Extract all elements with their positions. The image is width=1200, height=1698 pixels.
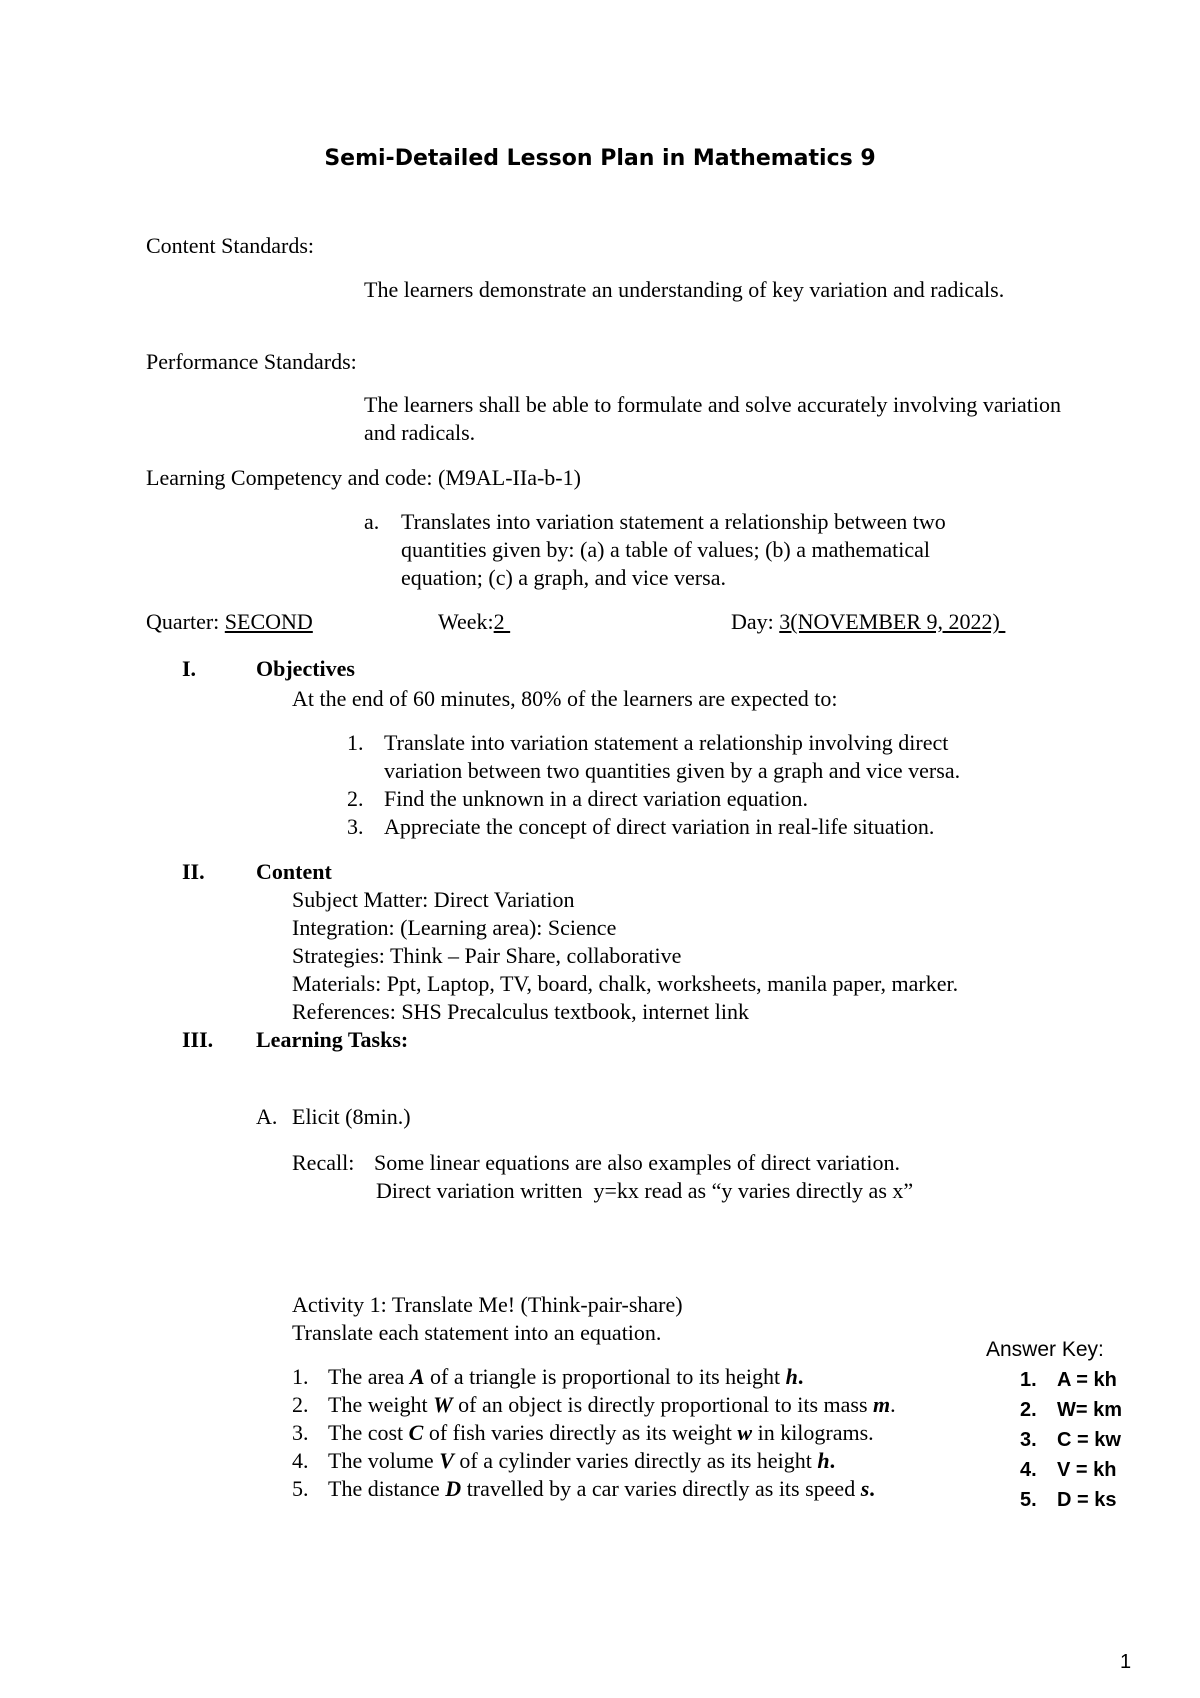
day-value: 3(NOVEMBER 9, 2022) (779, 609, 1006, 634)
objectives-heading: Objectives (256, 656, 355, 681)
section-numeral: II. (182, 859, 205, 884)
statement-number: 1. (292, 1364, 309, 1389)
recall-text: Direct variation written y=kx read as “y varies directly as x” (376, 1178, 914, 1203)
learning-tasks-heading: Learning Tasks: (256, 1027, 409, 1052)
recall-text: Some linear equations are also examples of direct variation. (374, 1150, 900, 1175)
objective-text: variation between two quantities given by a graph and vice versa. (384, 758, 961, 783)
section-numeral: III. (182, 1027, 214, 1052)
statement-number: 5. (292, 1476, 309, 1501)
statement-text: The area A of a triangle is proportional to its height h. (328, 1364, 804, 1389)
content-standards-label: Content Standards: (146, 233, 315, 258)
answer-text: V = kh (1057, 1459, 1117, 1481)
answer-number: 1. (1020, 1369, 1037, 1391)
week-value: 2 (493, 609, 511, 634)
content-standards-text: The learners demonstrate an understanding of key variation and radicals. (364, 277, 1005, 302)
statement-text: The cost C of fish varies directly as its weight w in kilograms. (328, 1420, 874, 1445)
content-heading: Content (256, 859, 332, 884)
answer-text: A = kh (1057, 1369, 1117, 1391)
answer-number: 4. (1020, 1459, 1037, 1481)
answer-text: W= km (1057, 1399, 1123, 1421)
objective-text: Translate into variation statement a relationship involving direct (384, 730, 949, 755)
statement-number: 2. (292, 1392, 309, 1417)
competency-label: Learning Competency and code: (M9AL-IIa-b-1) (146, 465, 581, 490)
answer-number: 2. (1020, 1399, 1037, 1421)
statement-number: 3. (292, 1420, 309, 1445)
performance-standards-text: The learners shall be able to formulate and solve accurately involving variation and radicals. (364, 392, 1062, 445)
quarter-field (146, 608, 313, 636)
content-line: Subject Matter: Direct Variation (292, 887, 575, 912)
elicit-marker: A. (256, 1104, 278, 1129)
performance-standards-label: Performance Standards: (146, 349, 357, 374)
activity-title: Activity 1: Translate Me! (Think-pair-share) (292, 1292, 683, 1317)
objective-text: Appreciate the concept of direct variation in real-life situation. (384, 814, 935, 839)
content-line: Strategies: Think – Pair Share, collaborative (292, 943, 682, 968)
answer-text: C = kw (1057, 1429, 1121, 1451)
page-title: Semi-Detailed Lesson Plan in Mathematics 9 (324, 146, 876, 171)
recall-label: Recall: (292, 1150, 355, 1175)
page-number: 1 (1120, 1651, 1132, 1673)
quarter-label: Quarter: (146, 609, 225, 634)
objectives-intro: At the end of 60 minutes, 80% of the learners are expected to: (292, 686, 838, 711)
statement-number: 4. (292, 1448, 309, 1473)
activity-instruction: Translate each statement into an equation. (292, 1320, 662, 1345)
competency-item-line: quantities given by: (a) a table of values; (b) a mathematical (401, 537, 931, 562)
content-line: References: SHS Precalculus textbook, internet link (292, 999, 749, 1024)
objective-number: 3. (347, 814, 364, 839)
section-numeral: I. (182, 656, 197, 681)
competency-item-line: equation; (c) a graph, and vice versa. (401, 565, 726, 590)
answer-number: 5. (1020, 1489, 1037, 1511)
elicit-label: Elicit (8min.) (292, 1104, 411, 1129)
quarter-value: SECOND (224, 609, 313, 634)
statement-text: The weight W of an object is directly proportional to its mass m. (328, 1392, 896, 1417)
content-line: Materials: Ppt, Laptop, TV, board, chalk, worksheets, manila paper, marker. (292, 971, 959, 996)
week-label: Week: (438, 609, 494, 634)
objective-number: 1. (347, 730, 364, 755)
answer-text: D = ks (1057, 1489, 1117, 1511)
statement-text: The distance D travelled by a car varies directly as its speed s. (328, 1476, 875, 1501)
answer-number: 3. (1020, 1429, 1037, 1451)
content-line: Integration: (Learning area): Science (292, 915, 617, 940)
statement-text: The volume V of a cylinder varies directly as its height h. (328, 1448, 836, 1473)
day-label: Day: (731, 609, 780, 634)
day-field (731, 608, 1005, 636)
answer-key-title: Answer Key: (986, 1338, 1104, 1361)
competency-item-marker: a. (364, 509, 380, 534)
objective-number: 2. (347, 786, 364, 811)
competency-item-line: Translates into variation statement a relationship between two (401, 509, 946, 534)
week-field (438, 608, 510, 636)
objective-text: Find the unknown in a direct variation equation. (384, 786, 809, 811)
